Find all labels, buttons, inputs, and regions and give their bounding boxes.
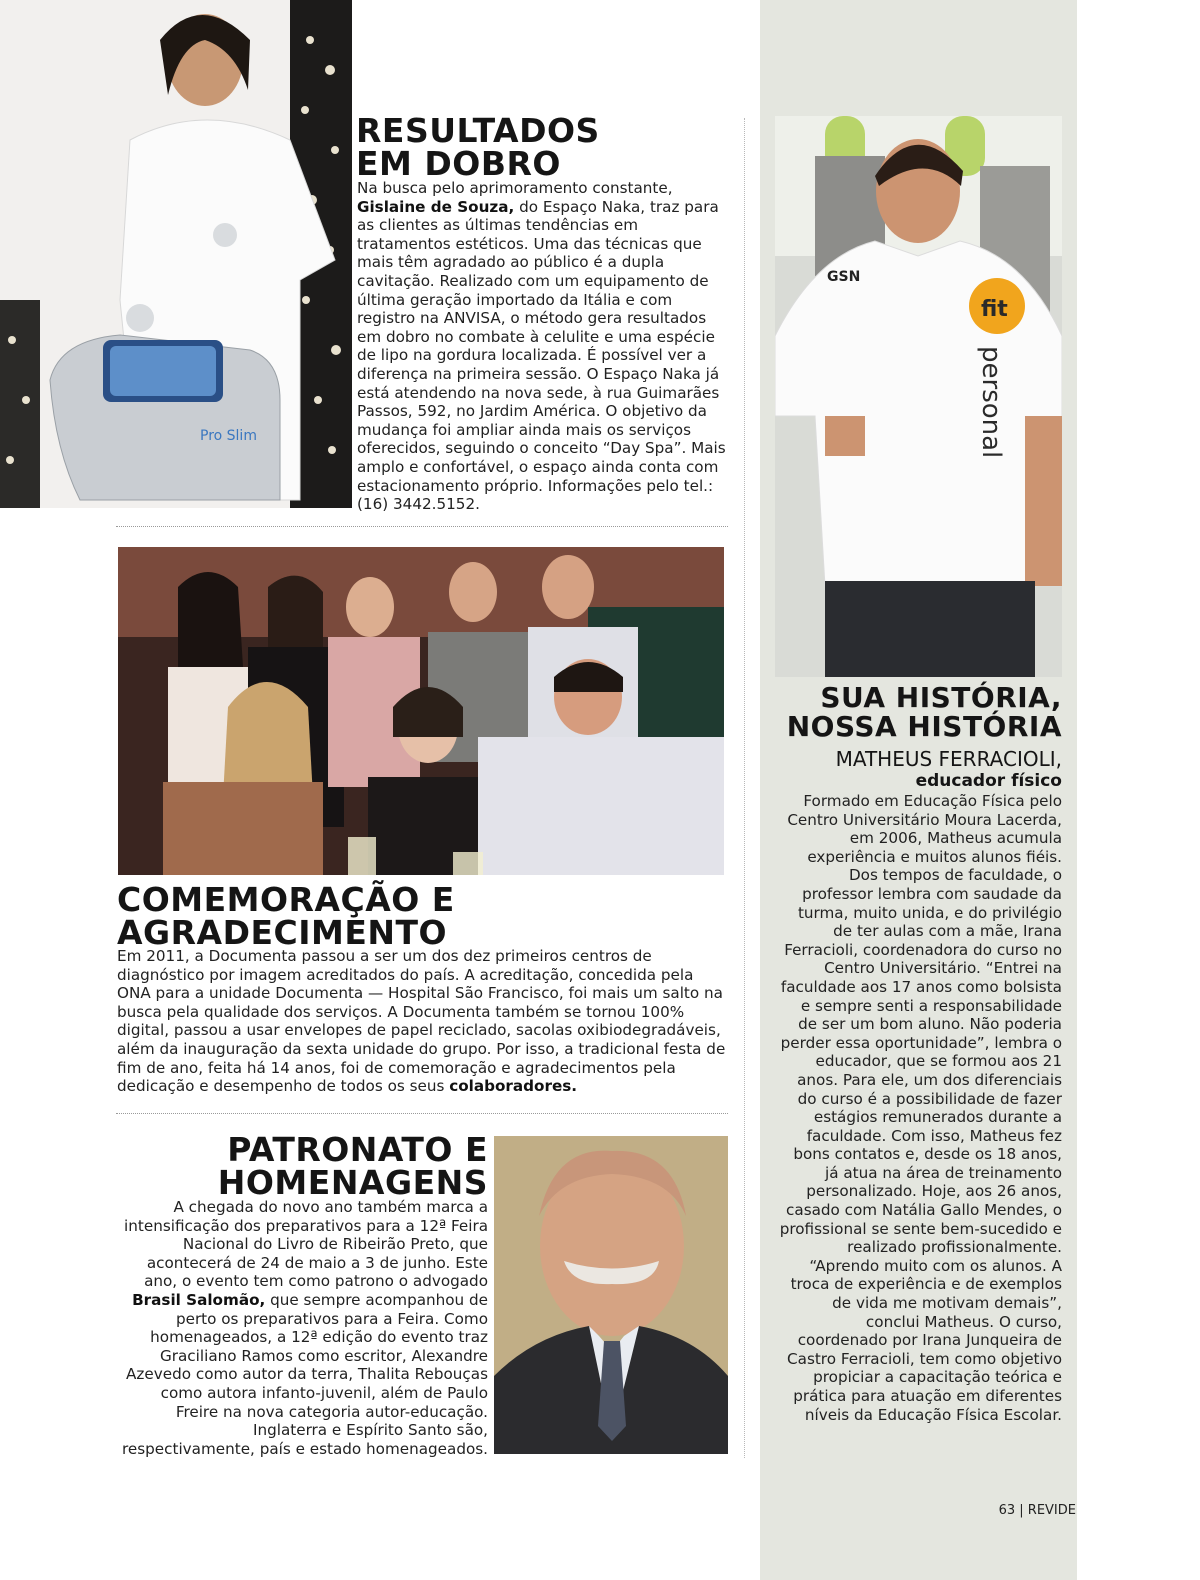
patronato-title-line2: HOMENAGENS xyxy=(217,1163,488,1202)
sua-historia-person-role: educador físico xyxy=(915,771,1062,791)
resultados-intro: Na busca pelo aprimoramento constante, xyxy=(357,179,673,197)
section-divider-1 xyxy=(116,526,728,527)
section-divider-2 xyxy=(116,1113,728,1114)
comemoracao-title-line1: COMEMORAÇÃO E xyxy=(117,880,455,919)
sua-historia-title xyxy=(772,683,1062,741)
resultados-title-line1: RESULTADOS xyxy=(356,111,600,150)
patronato-title-line1: PATRONATO E xyxy=(227,1130,488,1169)
resultados-body xyxy=(357,179,729,514)
footer-separator: | xyxy=(1019,1503,1024,1518)
photo-esthetician-with-device xyxy=(0,0,352,508)
page-footer xyxy=(999,1503,1076,1518)
shirt-personal-text: personal xyxy=(976,346,1006,459)
comemoracao-title xyxy=(117,880,455,952)
comemoracao-body xyxy=(117,947,729,1096)
resultados-title xyxy=(356,111,600,183)
comemoracao-title-line2: AGRADECIMENTO xyxy=(117,913,448,952)
patronato-person-name: Brasil Salomão, xyxy=(132,1290,266,1309)
sua-historia-title-line2: NOSSA HISTÓRIA xyxy=(786,710,1062,743)
patronato-title xyxy=(118,1130,488,1202)
resultados-person-name: Gislaine de Souza, xyxy=(357,197,515,216)
magazine-name: REVIDE xyxy=(1027,1503,1076,1518)
resultados-title-line2: EM DOBRO xyxy=(356,144,561,183)
comemoracao-bold-end: colaboradores. xyxy=(449,1077,578,1096)
sua-historia-person-name: MATHEUS FERRACIOLI, xyxy=(835,747,1062,771)
patronato-body xyxy=(116,1198,488,1458)
device-brand-text: Pro Slim xyxy=(200,428,257,444)
shirt-gsn-logo: GSN xyxy=(827,269,861,285)
photo-matheus-ferracioli xyxy=(775,116,1062,677)
column-divider xyxy=(744,118,745,1458)
photo-brasil-salomao xyxy=(494,1136,728,1454)
patronato-text-2: que sempre acompanhou de perto os preparativos para a Feira. Como homenageados, a 12ª edição do evento traz Graciliano Ramos como escritor, Alexandre Azevedo como autor da terra, Thalita Rebouças como autora infanto-juvenil, além de Paulo Freire na nova categoria autor-educação. Inglaterra e Espírito Santo são, respectivamente, país e estado homenageados. xyxy=(122,1290,488,1458)
sua-historia-body: Formado em Educação Física pelo Centro Universitário Moura Lacerda, em 2006, Matheus acumula experiência e muitos alunos fiéis. Dos tempos de faculdade, o professor lembra com saudade da turma, muito unida, e do privilégio de ter aulas com a mãe, Irana Ferracioli, coordenadora do curso no Centro Universitário. “Entrei na faculdade aos 17 anos como bolsista e sempre senti a responsabilidade de ser um bom aluno. Não poderia perder essa oportunidade”, lembra o educador, que se formou aos 21 anos. Para ele, um dos diferenciais do curso é a possibilidade de fazer estágios remunerados durante a faculdade. Com isso, Matheus fez bons contatos e, desde os 18 anos, já atua na área de treinamento personalizado. Hoje, aos 26 anos, casado com Natália Gallo Mendes, o profissional se sente bem-sucedido e realizado profissionalmente. “Aprendo muito com os alunos. A troca de experiência e de exemplos de vida me motivam demais”, conclui Matheus. O curso, coordenado por Irana Junqueira de Castro Ferracioli, tem como objetivo propiciar a capacitação teórica e prática para atuação em diferentes níveis da Educação Física Escolar. xyxy=(779,792,1062,1424)
page-number: 63 xyxy=(998,1503,1016,1518)
comemoracao-text: Em 2011, a Documenta passou a ser um dos dez primeiros centros de diagnóstico por imagem acreditados do país. A acreditação, concedida pela ONA para a unidade Documenta — Hospital São Francisco, foi mais um salto na busca pela qualidade dos serviços. A Documenta também se tornou 100% digital, passou a usar envelopes de papel reciclado, sacolas oxibiodegradáveis, além da inauguração da sexta unidade do grupo. Por isso, a tradicional festa de fim de ano, feita há 14 anos, foi de comemoração e agradecimentos pela dedicação e desempenho de todos os seus xyxy=(117,947,726,1096)
shirt-fit-text: fit xyxy=(981,297,1008,322)
sua-historia-title-line1: SUA HISTÓRIA, xyxy=(820,681,1062,714)
resultados-text: do Espaço Naka, traz para as clientes as últimas tendências em tratamentos estéticos. Uma das técnicas que mais têm agradado ao público é a dupla cavitação. Realizado com um equipamento de última geração importado da Itália e com registro na ANVISA, o método gera resultados em dobro no combate à celulite e uma espécie de lipo na gordura localizada. É possível ver a diferença na primeira sessão. O Espaço Naka já está atendendo na nova sede, à rua Guimarães Passos, 592, no Jardim América. O objetivo da mudança foi ampliar ainda mais os serviços oferecidos, seguindo o conceito “Day Spa”. Mais amplo e confortável, o espaço ainda conta com estacionamento próprio. Informações pelo tel.: (16) 3442.5152. xyxy=(357,197,726,514)
photo-group-celebration xyxy=(118,547,724,875)
patronato-text-1: A chegada do novo ano também marca a intensificação dos preparativos para a 12ª Feira Nacional do Livro de Ribeirão Preto, que acontecerá de 24 de maio a 3 de junho. Este ano, o evento tem como patrono o advogado xyxy=(124,1198,488,1291)
